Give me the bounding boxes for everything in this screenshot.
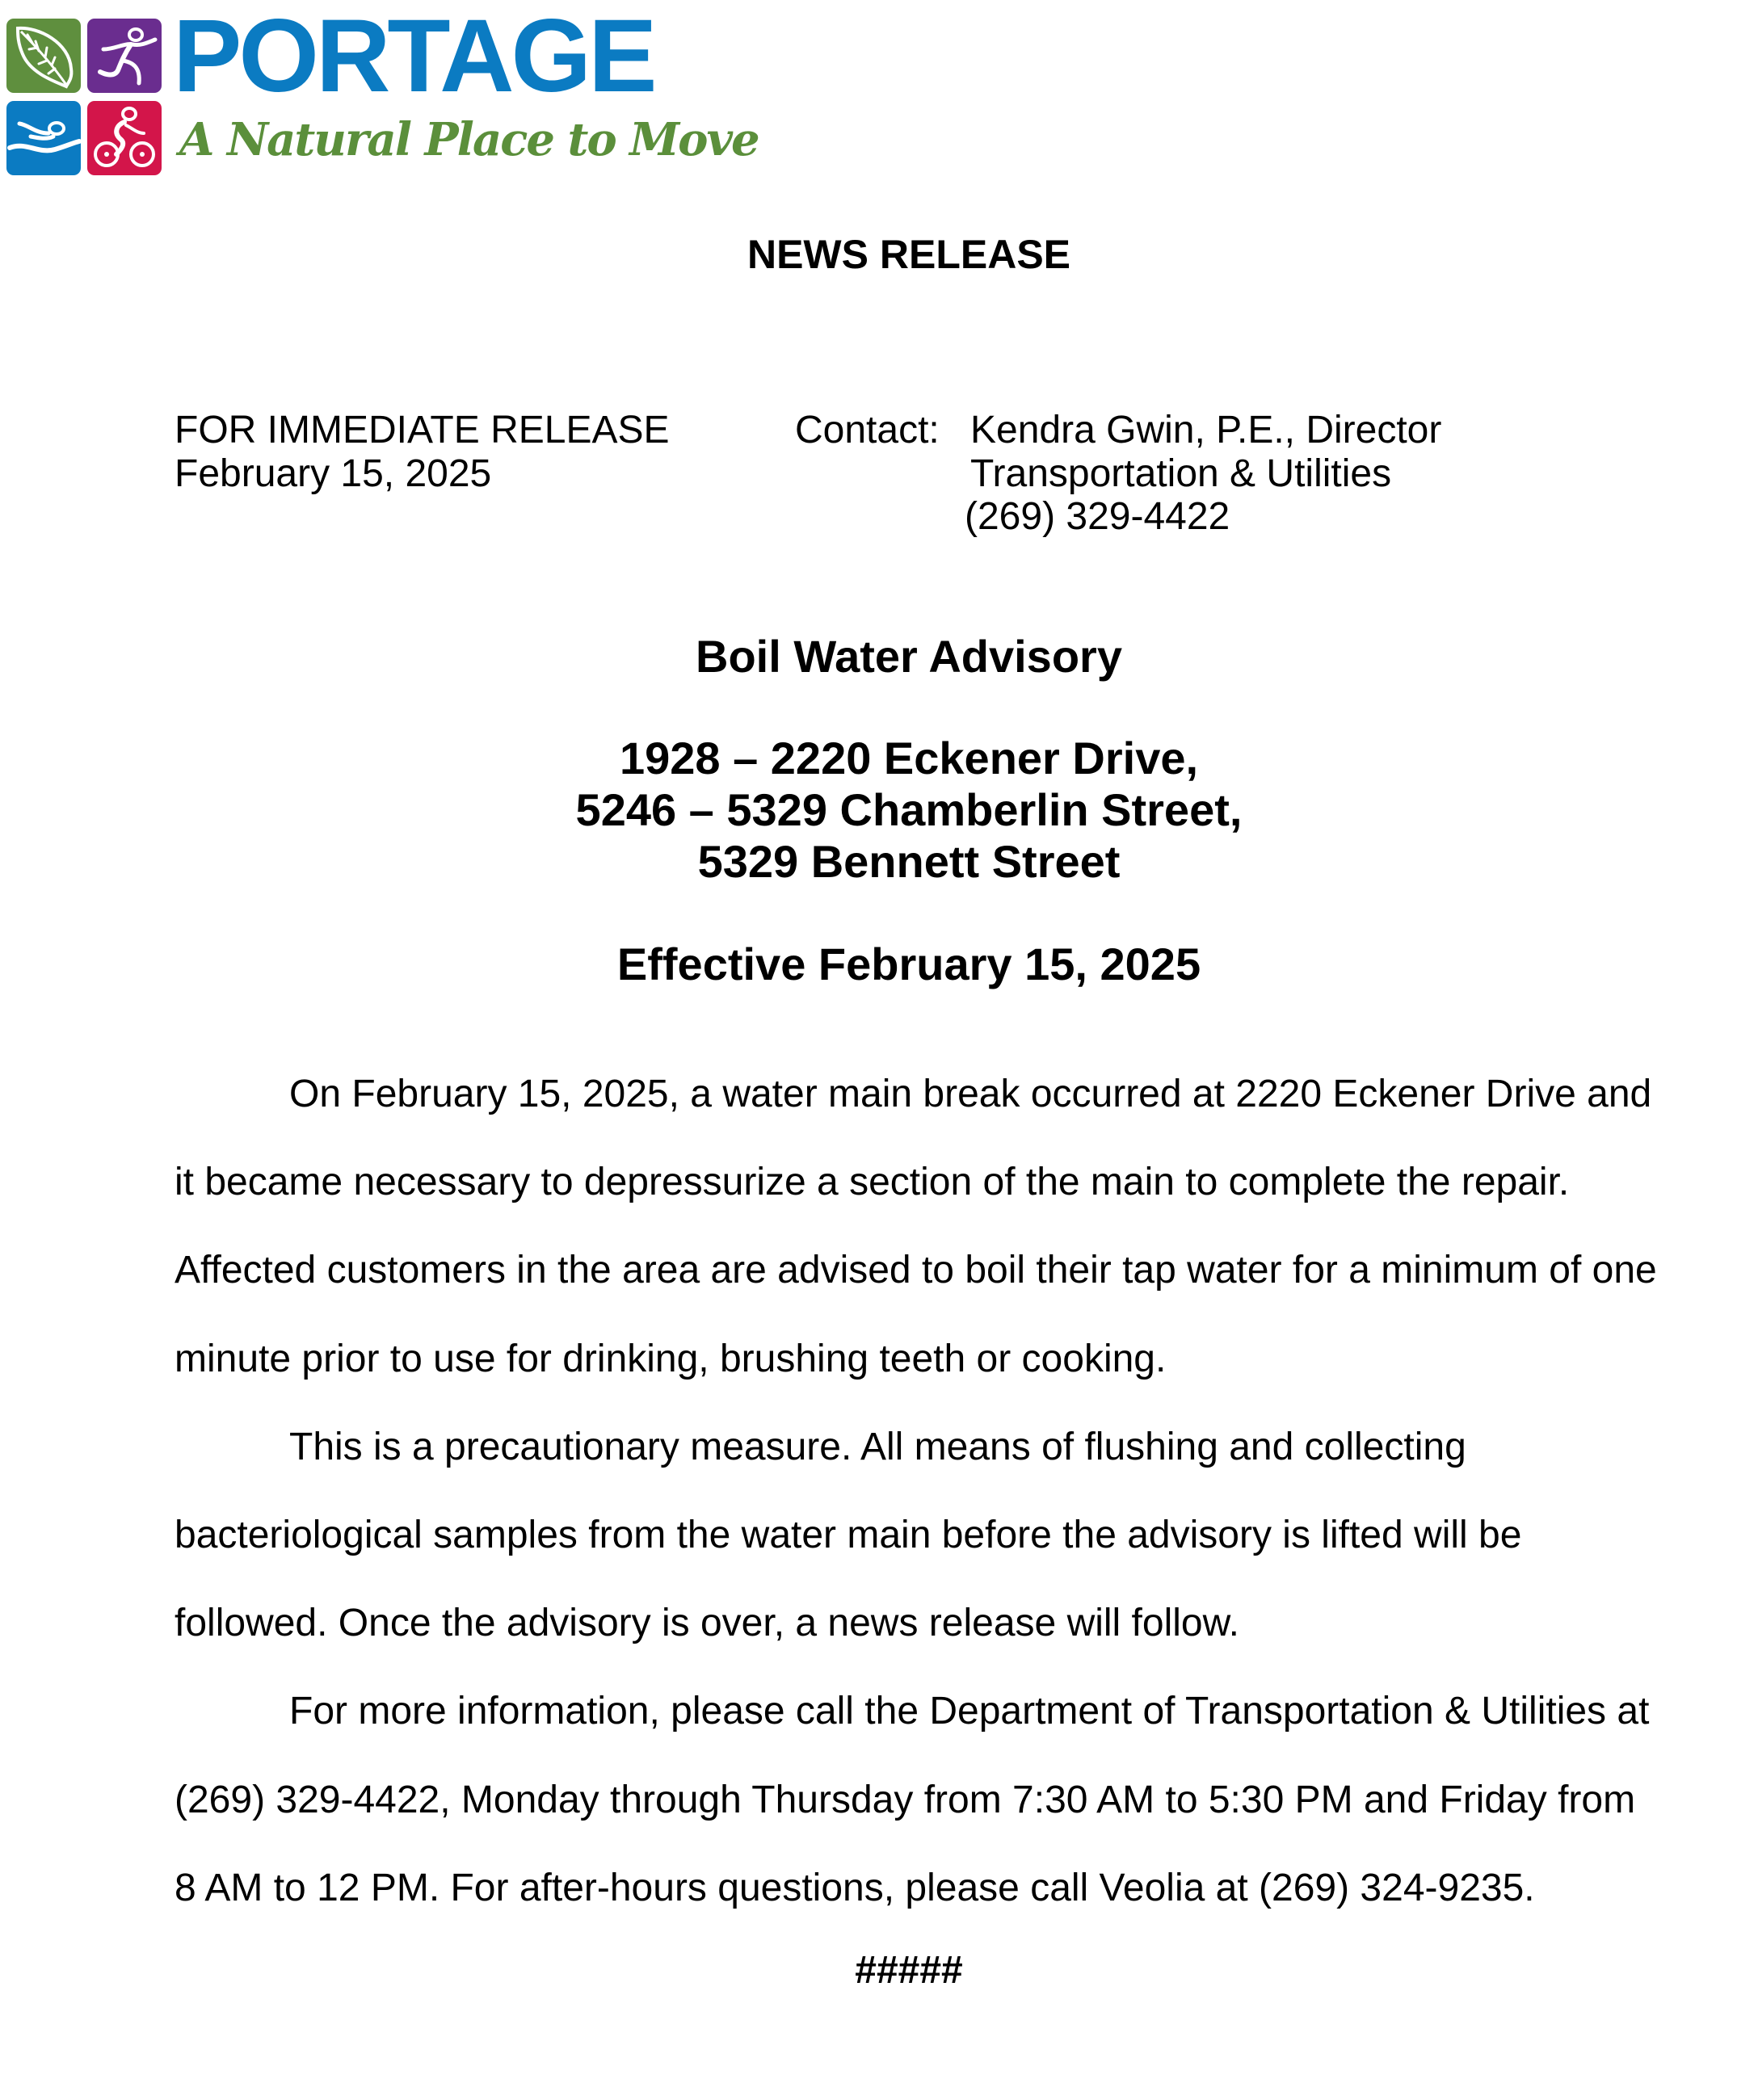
body-line: it became necessary to depressurize a section of the main to complete the repair. bbox=[175, 1161, 1570, 1204]
cyclist-icon bbox=[87, 101, 162, 175]
release-label: FOR IMMEDIATE RELEASE bbox=[175, 409, 670, 452]
body-line: This is a precautionary measure. All means of flushing and collecting bbox=[289, 1425, 1466, 1468]
location-line-2: 5246 – 5329 Chamberlin Street, bbox=[575, 784, 1243, 835]
contact-label: Contact: bbox=[795, 409, 940, 452]
swimmer-icon bbox=[6, 101, 81, 175]
portage-wordmark: PORTAGE bbox=[173, 0, 654, 114]
body-line: On February 15, 2025, a water main break occurred at 2220 Eckener Drive and bbox=[289, 1073, 1652, 1115]
news-release-title: NEWS RELEASE bbox=[747, 232, 1071, 277]
body-line: (269) 329-4422, Monday through Thursday from 7:30 AM to 5:30 PM and Friday from bbox=[175, 1778, 1636, 1821]
portage-tagline: A Natural Place to Move bbox=[179, 113, 759, 166]
body-line: For more information, please call the Department of Transportation & Utilities at bbox=[289, 1690, 1650, 1733]
location-line-3: 5329 Bennett Street bbox=[697, 836, 1121, 887]
contact-department: Transportation & Utilities bbox=[970, 452, 1392, 495]
end-mark: ##### bbox=[855, 1949, 963, 1992]
headline: Boil Water Advisory bbox=[696, 631, 1122, 682]
location-line-1: 1928 – 2220 Eckener Drive, bbox=[619, 733, 1199, 783]
body-line: Affected customers in the area are advised to boil their tap water for a minimum of one bbox=[175, 1249, 1657, 1292]
body-line: minute prior to use for drinking, brushing teeth or cooking. bbox=[175, 1337, 1167, 1380]
body-line: 8 AM to 12 PM. For after-hours questions, please call Veolia at (269) 324-9235. bbox=[175, 1866, 1535, 1909]
leaf-icon bbox=[6, 19, 81, 93]
release-date: February 15, 2025 bbox=[175, 452, 492, 495]
effective-date: Effective February 15, 2025 bbox=[616, 939, 1201, 989]
runner-icon bbox=[87, 19, 162, 93]
contact-name: Kendra Gwin, P.E., Director bbox=[970, 409, 1442, 452]
body-line: bacteriological samples from the water main before the advisory is lifted will be bbox=[175, 1514, 1522, 1556]
contact-phone: (269) 329-4422 bbox=[965, 495, 1230, 538]
body-line: followed. Once the advisory is over, a news release will follow. bbox=[175, 1602, 1239, 1645]
